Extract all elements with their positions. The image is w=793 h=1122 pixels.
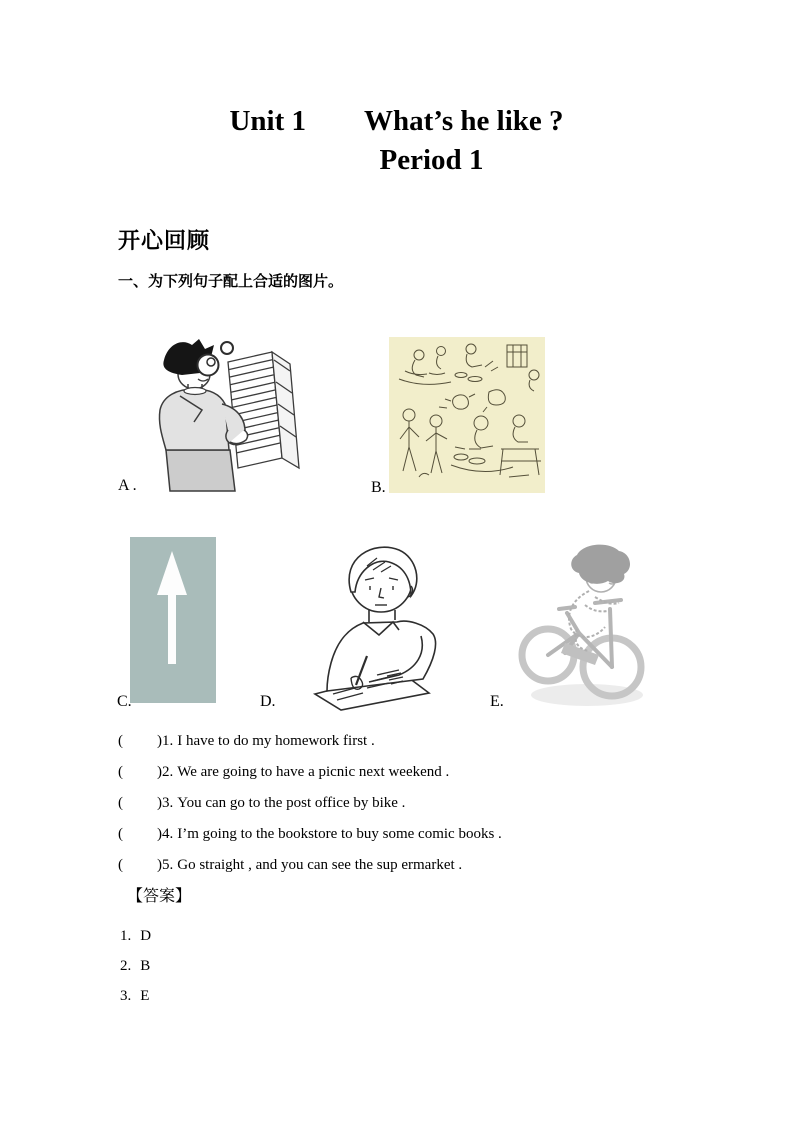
question-row-5	[118, 855, 462, 875]
picture-label-a: A .	[118, 477, 137, 494]
question-number: )2.	[157, 764, 174, 780]
question-text: I’m going to the bookstore to buy some comic books .	[177, 826, 502, 842]
question-text: We are going to have a picnic next weekend .	[177, 764, 450, 780]
question-row-2	[118, 762, 449, 782]
unit-label: Unit 1	[229, 105, 306, 137]
picture-label-d: D.	[260, 693, 276, 710]
answer-value: E	[140, 988, 150, 1004]
answer-item-1	[120, 928, 151, 945]
answer-value: B	[140, 958, 151, 974]
picture-b-picnic-scene	[389, 337, 545, 493]
picture-label-b: B.	[371, 479, 386, 496]
answer-bracket: (	[118, 733, 123, 749]
question-text: Go straight , and you can see the sup ermarket .	[177, 857, 463, 873]
question-text: You can go to the post office by bike .	[177, 795, 406, 811]
task-instruction: 一、为下列句子配上合适的图片。	[118, 272, 344, 290]
question-row-3	[118, 793, 405, 813]
unit-title: What’s he like ?	[364, 105, 564, 137]
answer-bracket: (	[118, 826, 123, 842]
picture-label-c: C.	[117, 693, 132, 710]
picture-label-e: E.	[490, 693, 504, 710]
period-title: Period 1	[379, 144, 484, 176]
answer-item-3	[120, 988, 149, 1005]
question-number: )5.	[157, 857, 174, 873]
answer-bracket: (	[118, 795, 123, 811]
answer-number: 2.	[120, 958, 132, 974]
picture-c-arrow-sign	[130, 537, 216, 703]
answer-bracket: (	[118, 857, 123, 873]
answer-number: 3.	[120, 988, 132, 1004]
answer-item-2	[120, 958, 150, 975]
question-number: )3.	[157, 795, 174, 811]
picture-e-kid-riding-bike	[515, 543, 650, 713]
question-text: I have to do my homework first .	[177, 733, 375, 749]
question-number: )1.	[157, 733, 174, 749]
question-number: )4.	[157, 826, 174, 842]
answers-heading: 【答案】	[127, 886, 192, 905]
picture-a-boy-carrying-books	[150, 338, 300, 493]
page-title	[0, 104, 793, 138]
picture-d-student-writing	[303, 538, 458, 713]
answer-bracket: (	[118, 764, 123, 780]
question-row-1	[118, 731, 375, 751]
question-row-4	[118, 824, 502, 844]
answer-value: D	[140, 928, 152, 944]
answer-number: 1.	[120, 928, 132, 944]
section-heading: 开心回顾	[118, 229, 211, 254]
